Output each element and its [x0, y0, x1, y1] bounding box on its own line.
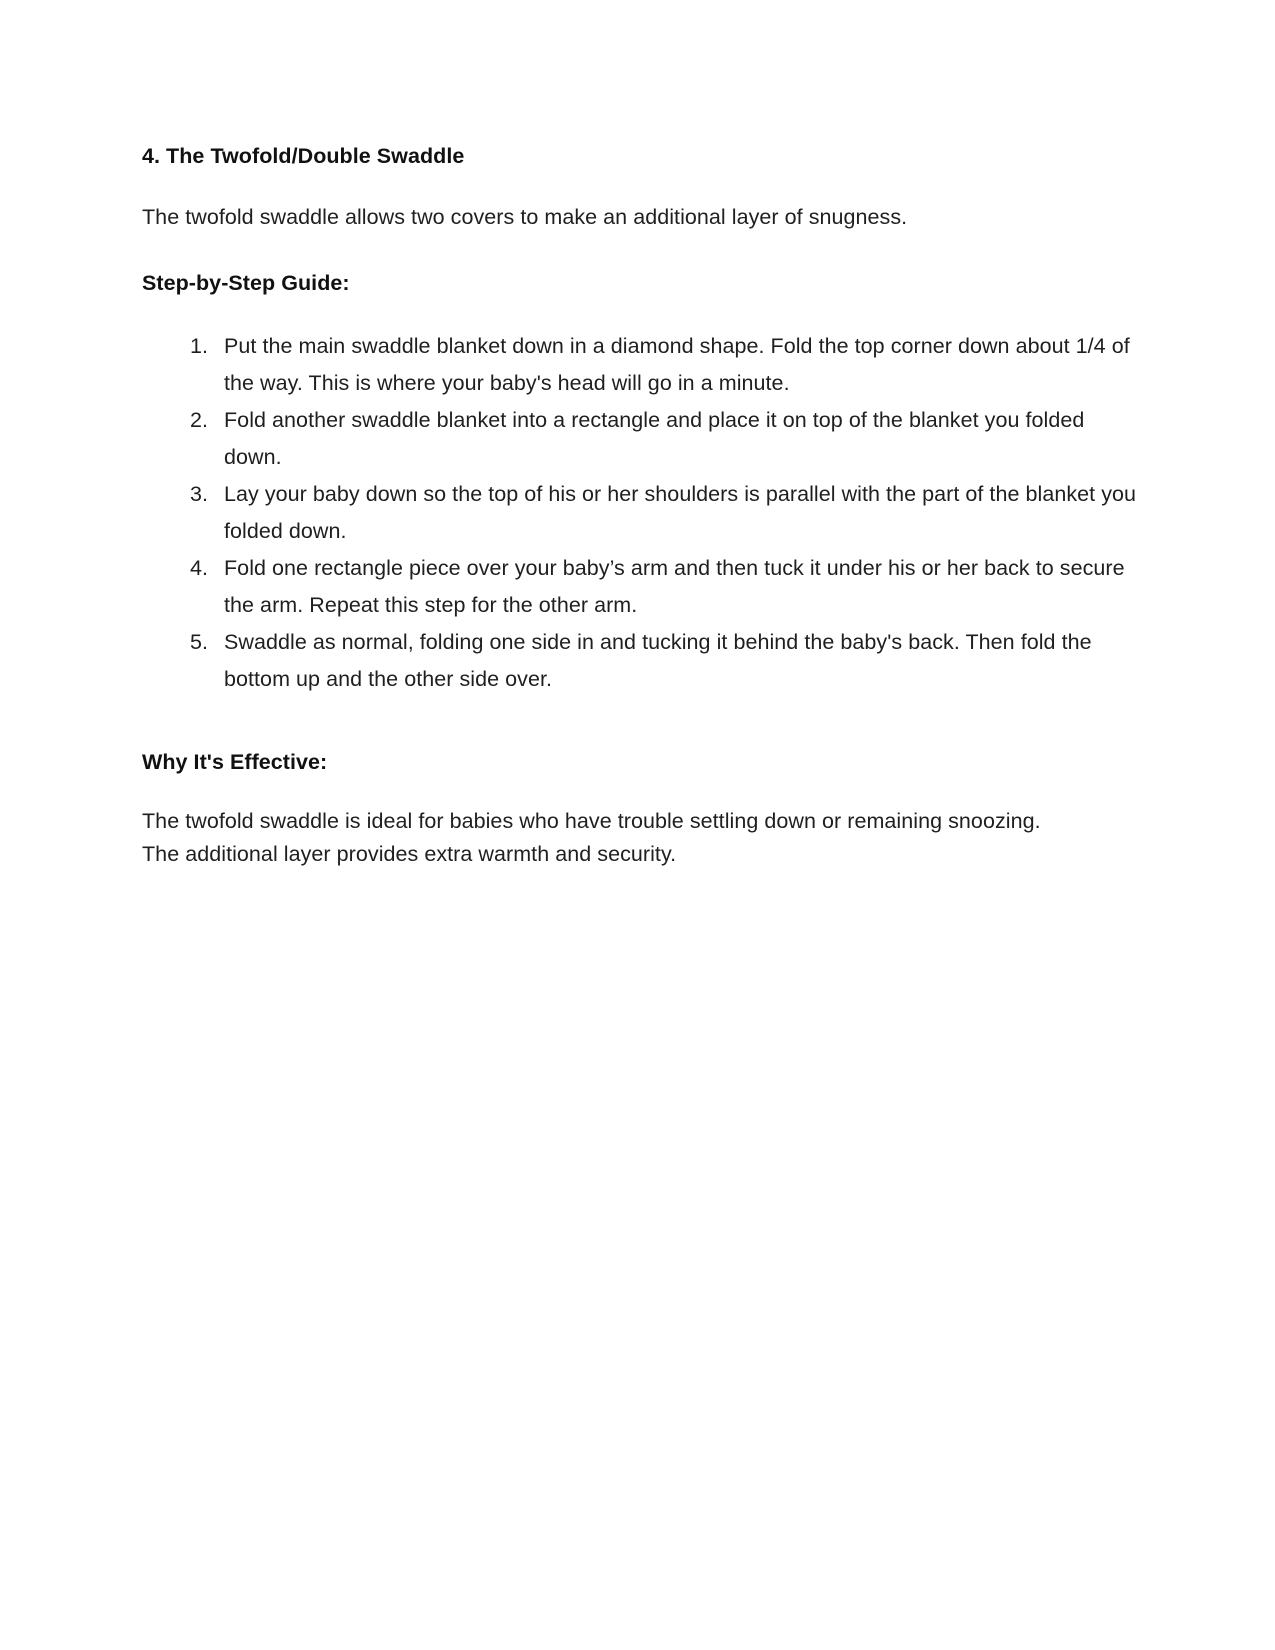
step-text: Swaddle as normal, folding one side in and tucking it behind the baby's back. Then fold the bottom up and the other side over.: [224, 629, 1092, 691]
step-text: Fold another swaddle blanket into a rectangle and place it on top of the blanket you folded down.: [224, 408, 1085, 470]
list-item: [214, 550, 1144, 624]
list-item: [214, 624, 1144, 698]
step-text: Fold one rectangle piece over your baby’s arm and then tuck it under his or her back to secure the arm. Repeat this step for the other arm.: [224, 556, 1125, 617]
list-item: [214, 328, 1144, 402]
section-heading: 4. The Twofold/Double Swaddle: [142, 144, 465, 168]
list-item: [214, 402, 1144, 476]
step-text: Put the main swaddle blanket down in a diamond shape. Fold the top corner down about 1/4 of the way. This is where your baby's head will go in a minute.: [224, 334, 1130, 396]
closing-paragraph: The twofold swaddle is ideal for babies who have trouble settling down or remaining snoozing. The additional layer provides extra warmth and security.: [142, 808, 1041, 867]
document-body: [142, 142, 1137, 872]
why-its-effective-heading: Why It's Effective:: [142, 749, 328, 774]
list-item: [214, 476, 1144, 550]
intro-paragraph: The twofold swaddle allows two covers to make an additional layer of snugness.: [142, 205, 908, 230]
step-by-step-guide-heading: Step-by-Step Guide:: [142, 271, 350, 296]
steps-list: [142, 328, 1144, 698]
step-text: Lay your baby down so the top of his or her shoulders is parallel with the part of the blanket you folded down.: [224, 482, 1137, 544]
